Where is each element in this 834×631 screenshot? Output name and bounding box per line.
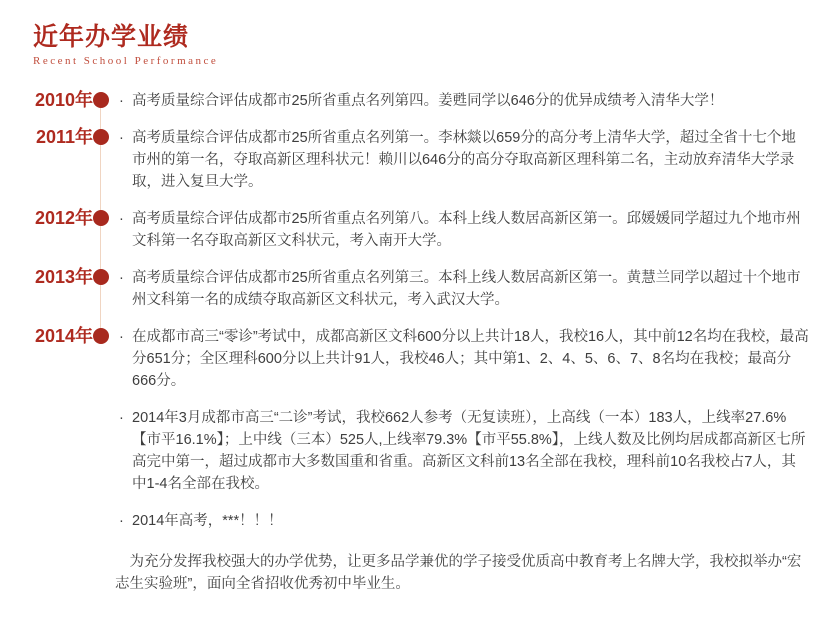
timeline-dot-icon <box>93 269 109 285</box>
timeline-entry <box>33 326 812 532</box>
page-title: 近年办学业绩 <box>33 23 190 51</box>
entry-paragraph <box>119 326 809 392</box>
paragraph-text: 高考质量综合评估成都市25所省重点名列第一。李林燚以659分的高分考上清华大学，超过全省十七个地市州的第一名，夺取高新区理科状元！赖川以646分的高分夺取高新区理科第二名，主动放弃清华大学录取，进入复旦大学。 <box>132 130 796 190</box>
entry-paragraph <box>119 127 809 193</box>
paragraph-text: 2014年3月成都市高三“二诊”考试，我校662人参考（无复读班），上高线（一本）183人，上线率27.6%【市平16.1%】；上中线（三本）525人,上线率79.3%【市平55.8%】，上线人数及比例均居成都高新区七所高完中第一，超过成都市大多数国重和省重。高新区文科前13名全部在我校，理科前10名我校占7人，其中1-4名全部在我校。 <box>132 410 806 492</box>
page-subtitle: Recent School Performance <box>33 55 219 67</box>
closing-paragraph: 为充分发挥我校强大的办学优势，让更多品学兼优的学子接受优质高中教育考上名牌大学，我校拟举办“宏志生实验班”，面向全省招收优秀初中毕业生。 <box>115 554 802 592</box>
year-cell <box>33 326 93 347</box>
year-label: 2010年 <box>34 90 93 110</box>
bullet-marker-icon: · <box>119 130 124 146</box>
year-cell <box>33 267 93 288</box>
year-cell <box>33 127 93 148</box>
bullet-marker-icon: · <box>119 410 124 426</box>
timeline-entries <box>33 90 812 532</box>
entry-content <box>119 267 809 311</box>
year-label: 2014年 <box>34 326 93 346</box>
entry-content <box>119 90 809 112</box>
entry-content <box>119 127 809 193</box>
bullet-marker-icon: · <box>119 513 124 529</box>
year-label: 2013年 <box>34 267 93 287</box>
header <box>33 22 812 69</box>
entry-content <box>119 326 809 532</box>
timeline-entry <box>33 127 812 193</box>
entry-paragraph <box>119 208 809 252</box>
entry-paragraph <box>119 510 809 532</box>
year-label: 2011年 <box>35 127 93 147</box>
entry-content <box>119 208 809 252</box>
paragraph-text: 高考质量综合评估成都市25所省重点名列第三。本科上线人数居高新区第一。黄慧兰同学以超过十个地市州文科第一名的成绩夺取高新区文科状元，考入武汉大学。 <box>132 270 801 308</box>
paragraph-text: 高考质量综合评估成都市25所省重点名列第四。姜甦同学以646分的优异成绩考入清华大学！ <box>132 93 724 109</box>
timeline-dot-icon <box>93 92 109 108</box>
paragraph-text: 高考质量综合评估成都市25所省重点名列第八。本科上线人数居高新区第一。邱媛媛同学超过九个地市州文科第一名夺取高新区文科状元，考入南开大学。 <box>132 211 801 249</box>
timeline-entry <box>33 267 812 311</box>
bullet-marker-icon: · <box>119 93 124 109</box>
bullet-marker-icon: · <box>119 270 124 286</box>
timeline-entry <box>33 90 812 112</box>
timeline <box>33 90 812 595</box>
year-cell <box>33 90 93 111</box>
timeline-dot-icon <box>93 129 109 145</box>
timeline-dot-icon <box>93 328 109 344</box>
bullet-marker-icon: · <box>119 329 124 345</box>
paragraph-text: 2014年高考，***！！！ <box>132 513 283 529</box>
timeline-entry <box>33 208 812 252</box>
timeline-dot-icon <box>93 210 109 226</box>
entry-paragraph <box>119 90 809 112</box>
entry-paragraph <box>119 267 809 311</box>
year-cell <box>33 208 93 229</box>
entry-paragraph <box>119 407 809 495</box>
year-label: 2012年 <box>34 208 93 228</box>
bullet-marker-icon: · <box>119 211 124 227</box>
paragraph-text: 在成都市高三“零诊”考试中，成都高新区文科600分以上共计18人，我校16人，其中前12名均在我校，最高分651分；全区理科600分以上共计91人，我校46人；其中第1、2、4、5、6、7、8名均在我校；最高分666分。 <box>132 329 809 389</box>
